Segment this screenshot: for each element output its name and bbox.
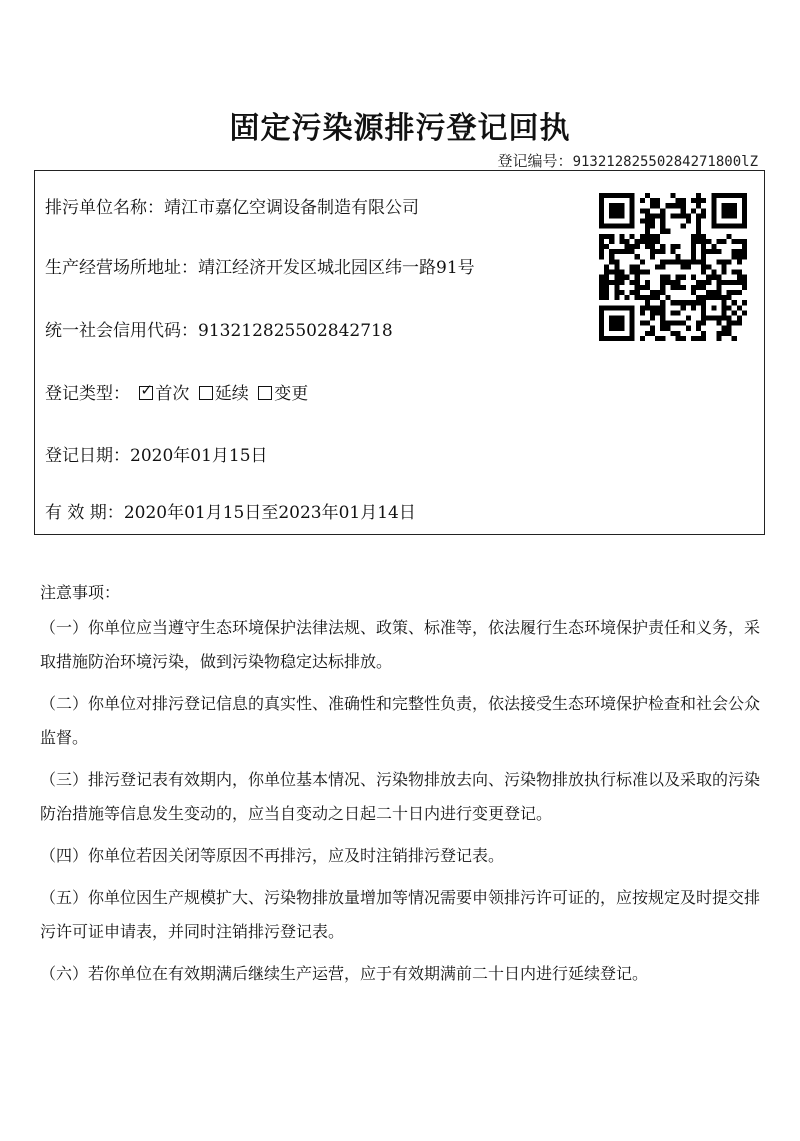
note-item: （四）你单位若因关闭等原因不再排污，应及时注销排污登记表。 xyxy=(40,846,505,865)
note-item: （一）你单位应当遵守生态环境保护法律法规、政策、标准等，依法履行生态环境保护责任和义务，采取措施防治环境污染，做到污染物稳定达标排放。 xyxy=(40,618,761,671)
registration-number xyxy=(498,150,758,171)
checkbox-change xyxy=(258,386,272,400)
field-address xyxy=(45,253,475,278)
field-value: 靖江经济开发区城北园区纬一路91号 xyxy=(198,258,475,278)
qr-code-icon xyxy=(599,193,747,341)
registration-number-value: 91321282550284271800lZ xyxy=(572,154,758,170)
field-registration-date xyxy=(45,441,268,466)
option-change: 变更 xyxy=(274,384,309,404)
field-value: 913212825502842718 xyxy=(198,321,393,341)
note-item: （三）排污登记表有效期内，你单位基本情况、污染物排放去向、污染物排放执行标准以及采取的污染防治措施等信息发生变动的，应当自变动之日起二十日内进行变更登记。 xyxy=(40,770,761,823)
checkbox-first-time xyxy=(139,386,153,400)
registration-number-label: 登记编号： xyxy=(497,152,573,170)
option-first-time: 首次 xyxy=(155,384,190,404)
field-label: 登记日期： xyxy=(45,446,130,466)
document-title: 固定污染源排污登记回执 xyxy=(229,111,571,146)
option-renewal: 延续 xyxy=(214,384,249,404)
note-item: （二）你单位对排污登记信息的真实性、准确性和完整性负责，依法接受生态环境保护检查和社会公众监督。 xyxy=(40,694,761,747)
notes-heading: 注意事项： xyxy=(40,583,121,602)
note-item: （五）你单位因生产规模扩大、污染物排放量增加等情况需要申领排污许可证的，应按规定及时提交排污许可证申请表，并同时注销排污登记表。 xyxy=(40,888,761,941)
field-unit-name xyxy=(45,193,419,218)
field-value: 2020年01月15日至2023年01月14日 xyxy=(123,503,416,523)
note-item: （六）若你单位在有效期满后继续生产运营，应于有效期满前二十日内进行延续登记。 xyxy=(40,964,649,983)
field-registration-type xyxy=(45,379,308,404)
field-value: 2020年01月15日 xyxy=(130,446,268,466)
field-label: 生产经营场所地址： xyxy=(45,258,198,278)
field-validity xyxy=(45,498,416,523)
field-label: 登记类型： xyxy=(45,384,130,404)
field-label: 统一社会信用代码： xyxy=(45,321,198,341)
field-value: 靖江市嘉亿空调设备制造有限公司 xyxy=(164,198,419,218)
field-credit-code xyxy=(45,316,393,341)
notes-section xyxy=(40,580,760,999)
info-box xyxy=(34,170,765,535)
field-label: 有 效 期： xyxy=(45,503,124,523)
field-label: 排污单位名称： xyxy=(45,198,164,218)
checkbox-renewal xyxy=(199,386,213,400)
